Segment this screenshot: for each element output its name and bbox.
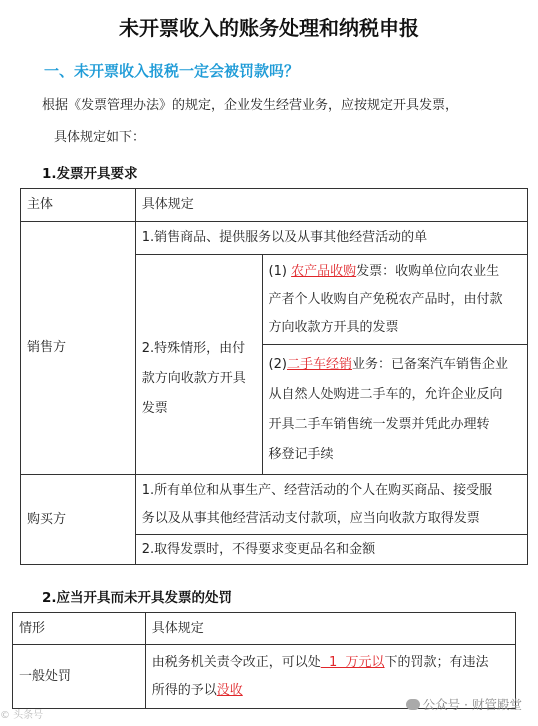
watermark-toutiao: © 头条号 bbox=[0, 710, 44, 721]
special-case-cell bbox=[135, 255, 262, 475]
rule-text: 下的罚款；有违法 bbox=[384, 654, 489, 670]
page-title: 未开票收入的账务处理和纳税申报 bbox=[119, 16, 419, 40]
intro-line-2: 具体规定如下： bbox=[54, 130, 146, 145]
subheading-penalty: 2.应当开具而未开具发票的处罚 bbox=[42, 590, 233, 606]
rule-text: 发票：收购单位向农业生 bbox=[356, 263, 500, 279]
header-cell: 情形 bbox=[13, 613, 146, 645]
item-number: (2) bbox=[268, 356, 287, 372]
rule-cell-agricultural bbox=[262, 255, 527, 345]
rule-text: 由税务机关责令改正，可以处 bbox=[151, 654, 321, 670]
rule-cell bbox=[135, 475, 527, 535]
highlight-used-car-dealing: 二手车经销 bbox=[286, 356, 352, 372]
table-row bbox=[13, 613, 516, 645]
section-heading: 一、未开票收入报税一定会被罚款吗？ bbox=[44, 62, 300, 80]
table-row bbox=[21, 189, 528, 222]
table-row bbox=[21, 222, 528, 255]
rule-text: 从自然人处购进二手车的，允许企业反向 bbox=[268, 386, 503, 402]
intro-line-1: 根据《发票管理办法》的规定，企业发生经营业务，应按规定开具发票， bbox=[42, 98, 459, 113]
rule-text: 1.所有单位和从事生产、经营活动的个人在购买商品、接受服 bbox=[141, 482, 493, 498]
subject-cell-seller: 销售方 bbox=[21, 222, 136, 475]
highlight-agricultural-purchase: 农产品收购 bbox=[291, 263, 357, 279]
rule-text: 务以及从事其他经营活动支付款项，应当向收款方取得发票 bbox=[141, 510, 480, 526]
rule-text: 所得的予以 bbox=[151, 682, 217, 698]
subject-cell-buyer: 购买方 bbox=[21, 475, 136, 565]
item-number: (1) bbox=[268, 263, 292, 279]
table-row bbox=[21, 475, 528, 535]
special-case-line: 款方向收款方开具 bbox=[141, 370, 246, 386]
case-cell-general: 一般处罚 bbox=[13, 645, 146, 709]
rule-text: 开具二手车销售统一发票并凭此办理转 bbox=[268, 416, 490, 432]
rule-cell: 2.取得发票时，不得要求变更品名和金额 bbox=[135, 535, 527, 565]
special-case-line: 2.特殊情形，由付 bbox=[141, 340, 246, 356]
special-case-line: 发票 bbox=[141, 400, 168, 416]
watermark-text: 公众号 · 财管殿堂 bbox=[422, 697, 522, 712]
rule-text: 业务：已备案汽车销售企业 bbox=[351, 356, 508, 372]
rule-text: 方向收款方开具的发票 bbox=[268, 319, 399, 335]
rule-text: 移登记手续 bbox=[268, 446, 334, 462]
watermark-wechat bbox=[406, 695, 522, 713]
highlight-fine-amount: 1 万元以 bbox=[320, 654, 385, 670]
header-cell: 具体规定 bbox=[145, 613, 515, 645]
rule-text: 产者个人收购自产免税农产品时，由付款 bbox=[268, 291, 503, 307]
wechat-icon bbox=[406, 699, 420, 710]
rule-cell-used-car bbox=[262, 345, 527, 475]
header-cell: 主体 bbox=[21, 189, 136, 222]
subheading-invoice-requirements: 1.发票开具要求 bbox=[42, 166, 138, 182]
header-cell: 具体规定 bbox=[135, 189, 527, 222]
highlight-confiscate: 没收 bbox=[216, 682, 243, 698]
invoice-requirements-table bbox=[20, 188, 528, 565]
rule-cell: 1.销售商品、提供服务以及从事其他经营活动的单 bbox=[135, 222, 527, 255]
